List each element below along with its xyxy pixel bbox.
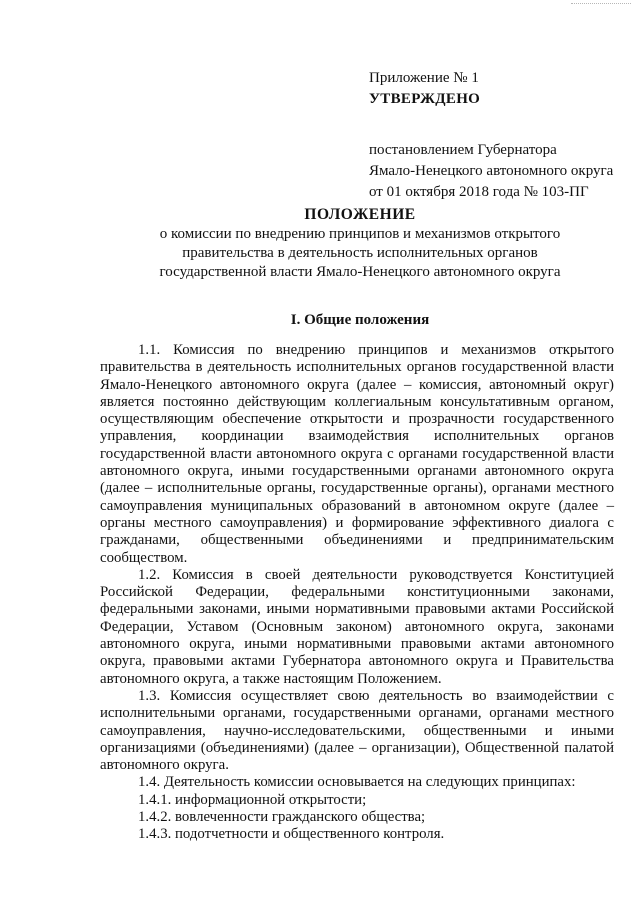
scan-artifact: [571, 3, 631, 8]
paragraph-1-4: 1.4. Деятельность комиссии основывается на следующих принципах:: [138, 774, 576, 791]
section-heading: I. Общие положения: [290, 312, 430, 328]
paragraph-1-3: 1.3. Комиссия осуществляет свою деятельность во взаимодействии с исполнительными органами, государственными органами, органами местного самоуправления, научно-исследовательскими, общественными и иными организациями (объединениями) (далее – организации), Общественной палатой автономного округа.: [100, 687, 614, 774]
document-subtitle-line: о комиссии по внедрению принципов и механизмов открытого: [159, 226, 561, 242]
paragraph-1-2: 1.2. Комиссия в своей деятельности руководствуется Конституцией Российской Федерации, федеральными конституционными законами, федеральными законами, иными нормативными правовыми актами Российской Федерации, Уставом (Основным законом) автономного округа, законами автономного округа, иными нормативными правовыми актами автономного округа, правовыми актами Губернатора автономного округа и Правительства автономного округа, а также настоящим Положением.: [100, 566, 614, 687]
decree-line: от 01 октября 2018 года № 103-ПГ: [369, 184, 589, 200]
document-title-block: [100, 205, 620, 282]
paragraph-1-1: 1.1. Комиссия по внедрению принципов и механизмов открытого правительства в деятельность исполнительных органов государственной власти Ямало-Ненецкого автономного округа (далее – комиссия, автономный округ) является постоянно действующим коллегиальным консультативным органом, осуществляющим обеспечение открытости и прозрачности государственного управления, координации взаимодействия исполнительных органов государственной власти автономного округа с органами государственной власти автономного округа, иными государственными органами автономного округа (далее – исполнительные органы, государственные органы), органами местного самоуправления муниципальных образований в автономном округе (далее – органы местного самоуправления) и формирование эффективного диалога с гражданами, общественными объединениями и предпринимательским сообществом.: [100, 342, 614, 566]
approved-label: УТВЕРЖДЕНО: [369, 91, 481, 107]
approval-stamp-block: [369, 68, 629, 203]
document-subtitle-line: правительства в деятельность исполнительных органов: [182, 245, 538, 261]
document-title: ПОЛОЖЕНИЕ: [304, 206, 416, 223]
document-subtitle-line: государственной власти Ямало-Ненецкого автономного округа: [159, 264, 561, 280]
document-body: [100, 342, 614, 844]
principle-item: 1.4.2. вовлеченности гражданского общества;: [138, 809, 426, 826]
principle-item: 1.4.3. подотчетности и общественного контроля.: [138, 826, 445, 843]
decree-reference: [369, 140, 629, 203]
principle-item: 1.4.1. информационной открытости;: [138, 791, 367, 808]
decree-line: Ямало-Ненецкого автономного округа: [369, 163, 614, 179]
appendix-label: Приложение № 1: [369, 70, 479, 86]
decree-line: постановлением Губернатора: [369, 142, 557, 158]
